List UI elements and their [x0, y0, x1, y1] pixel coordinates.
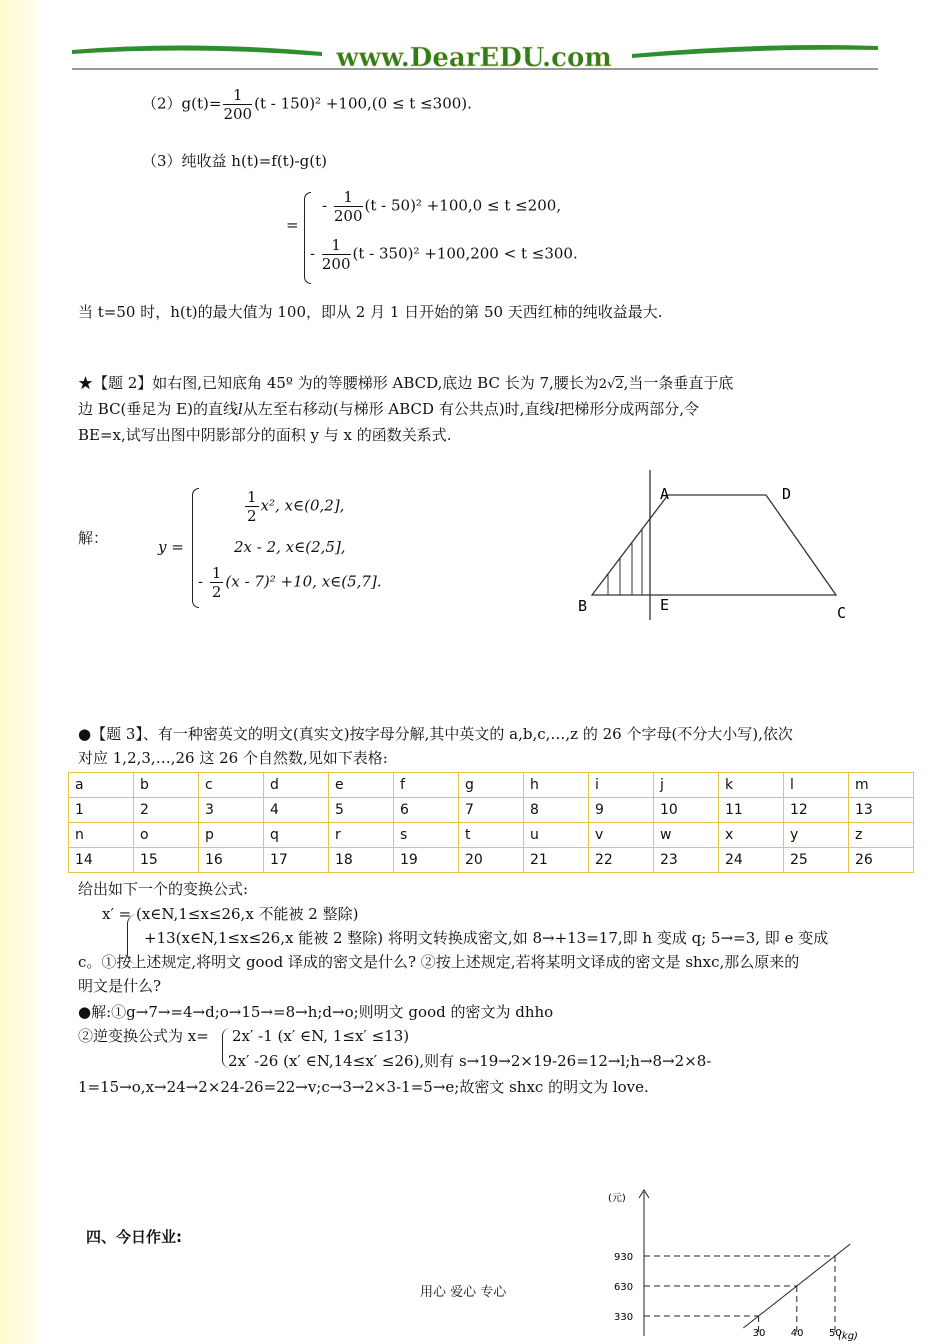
table-cell: 10: [654, 798, 719, 823]
solution2-label: 解：: [78, 529, 109, 547]
p2-line2-a: 边 BC(垂足为 E)的直线: [78, 400, 238, 418]
table-cell: o: [134, 823, 199, 848]
table-cell: p: [199, 823, 264, 848]
transform-line4: 明文是什么?: [78, 977, 162, 995]
table-cell: n: [69, 823, 134, 848]
frac-num: 1: [322, 236, 351, 255]
x-axis-label: (kg): [838, 1331, 858, 1342]
table-cell: g: [459, 773, 524, 798]
table-cell: 19: [394, 848, 459, 873]
table-row: [69, 823, 914, 848]
table-cell: e: [329, 773, 394, 798]
part3-case2: [310, 236, 578, 273]
y-tick-label: 630: [614, 1282, 634, 1293]
table-row: [69, 848, 914, 873]
c1-rest: x², x∈(0,2],: [260, 496, 345, 515]
part2-fraction: [223, 86, 252, 123]
solution3-line3: 1=15→o,x→24→2×24-26=22→v;c→3→2×3-1=5→e;故密文 shxc 的明文为 love.: [78, 1078, 649, 1096]
table-cell: 5: [329, 798, 394, 823]
table-cell: 26: [849, 848, 914, 873]
table-cell: 6: [394, 798, 459, 823]
solution3-line2: ②逆变换公式为 x=: [78, 1027, 209, 1045]
table-cell: 7: [459, 798, 524, 823]
table-cell: 15: [134, 848, 199, 873]
table-cell: 12: [784, 798, 849, 823]
solution3-case1: 2x′ -1 (x′ ∈N, 1≤x′ ≤13): [232, 1027, 410, 1045]
transform-line1: x′ = (x∈N,1≤x≤26,x 不能被 2 整除): [102, 905, 359, 923]
table-cell: 23: [654, 848, 719, 873]
table-cell: b: [134, 773, 199, 798]
table-cell: t: [459, 823, 524, 848]
letter-number-table: [68, 772, 914, 873]
frac-den: 2: [211, 583, 222, 601]
table-cell: r: [329, 823, 394, 848]
y-axis-label: (元): [608, 1193, 626, 1204]
table-cell: 24: [719, 848, 784, 873]
transform-line3: c。①按上述规定,将明文 good 译成的密文是什么? ②按上述规定,若将某明文译成的密文是 shxc,那么原来的: [78, 953, 800, 971]
part2-label: （2）: [142, 94, 182, 113]
table-cell: 13: [849, 798, 914, 823]
table-cell: 17: [264, 848, 329, 873]
table-cell: s: [394, 823, 459, 848]
table-cell: 4: [264, 798, 329, 823]
case1-rest: (t - 50)² +100,0 ≤ t ≤200,: [364, 196, 562, 215]
table-cell: 16: [199, 848, 264, 873]
c3-rest: (x - 7)² +10, x∈(5,7].: [225, 572, 382, 591]
solution2-case2: 2x - 2, x∈(2,5],: [234, 538, 346, 556]
table-cell: 14: [69, 848, 134, 873]
table-cell: h: [524, 773, 589, 798]
part3-equals: =: [286, 216, 299, 234]
header-banner: [72, 38, 880, 78]
table-cell: v: [589, 823, 654, 848]
solution2-lhs: y =: [158, 538, 184, 556]
part2-lhs: g(t)=: [181, 94, 222, 113]
table-cell: a: [69, 773, 134, 798]
label-A: A: [660, 485, 670, 503]
table-cell: 1: [69, 798, 134, 823]
trapezoid-figure: [570, 465, 860, 625]
case1-fraction: [334, 188, 363, 225]
table-cell: 11: [719, 798, 784, 823]
p2-text-b: ,当一条垂直于底: [623, 374, 734, 392]
table-cell: z: [849, 823, 914, 848]
frac-num: 1: [334, 188, 363, 207]
table-cell: u: [524, 823, 589, 848]
footer-motto: 用心 爱心 专心: [420, 1285, 507, 1300]
x-tick-label: 30: [752, 1328, 766, 1339]
problem3-line1: ●【题 3】、有一种密英文的明文(真实文)按字母分解,其中英文的 a,b,c,…,z 的 26 个字母(不分大小写),依次: [78, 725, 793, 743]
site-logo: www.DearEDU.com: [336, 43, 612, 73]
table-cell: 22: [589, 848, 654, 873]
table-cell: q: [264, 823, 329, 848]
part2-rest: (t - 150)² +100,(0 ≤ t ≤300).: [254, 94, 472, 113]
table-cell: m: [849, 773, 914, 798]
solution3-case2: 2x′ -26 (x′ ∈N,14≤x′ ≤26),则有 s→19→2×19-26=12→l;h→8→2×8-: [228, 1052, 712, 1070]
table-cell: x: [719, 823, 784, 848]
y-tick-label: 930: [614, 1252, 634, 1263]
case2-rest: (t - 350)² +100,200 < t ≤300.: [352, 244, 578, 263]
case1-sign: -: [322, 196, 328, 215]
sqrt-arg: 2: [615, 377, 624, 392]
price-chart: [600, 1184, 870, 1344]
part2-formula: [142, 86, 472, 123]
problem3-line2: 对应 1,2,3,…,26 这 26 个自然数,见如下表格:: [78, 749, 388, 767]
problem2-line1: [78, 372, 733, 396]
frac-den: 200: [321, 255, 351, 273]
label-E: E: [660, 596, 670, 614]
solution2-case3: [198, 564, 382, 601]
c3-fraction: [210, 564, 224, 601]
conclusion-1: 当 t=50 时，h(t)的最大值为 100，即从 2 月 1 日开始的第 50 天西红柿的纯收益最大.: [78, 303, 663, 321]
frac-den: 2: [247, 507, 257, 525]
frac-num: 1: [247, 488, 257, 506]
frac-num: 1: [223, 86, 252, 105]
table-cell: l: [784, 773, 849, 798]
p2-line2-b: 从左至右移动(与梯形 ABCD 有公共点)时,直线: [242, 400, 555, 418]
table-cell: j: [654, 773, 719, 798]
problem2-line2: [78, 398, 699, 420]
table-cell: 20: [459, 848, 524, 873]
solution3-line1: ●解:①g→7→=4→d;o→15→=8→h;d→o;则明文 good 的密文为 dhho: [78, 1003, 554, 1021]
problem2-line3: BE=x,试写出图中阴影部分的面积 y 与 x 的函数关系式.: [78, 426, 452, 444]
c1-fraction: [245, 488, 259, 525]
left-decor-band: [0, 0, 46, 1344]
table-cell: 18: [329, 848, 394, 873]
table-cell: 21: [524, 848, 589, 873]
table-cell: d: [264, 773, 329, 798]
sqrt-sign: √: [607, 377, 616, 392]
sqrt-coef: 2: [598, 377, 608, 392]
part3-case1: [322, 188, 561, 225]
homework-title: 四、今日作业:: [86, 1228, 182, 1246]
table-cell: c: [199, 773, 264, 798]
x-tick-label: 40: [790, 1328, 804, 1339]
x-tick-label: 50: [829, 1328, 842, 1339]
table-cell: 3: [199, 798, 264, 823]
table-cell: w: [654, 823, 719, 848]
table-cell: i: [589, 773, 654, 798]
p2-line2-c: 把梯形分成两部分,令: [559, 400, 700, 418]
transform-intro: 给出如下一个的变换公式:: [78, 880, 249, 898]
trapezoid-outline: [592, 495, 836, 595]
table-cell: 8: [524, 798, 589, 823]
right-swoosh: [632, 45, 878, 58]
table-cell: k: [719, 773, 784, 798]
table-row: [69, 773, 914, 798]
solution2-case1: [243, 488, 344, 525]
table-cell: f: [394, 773, 459, 798]
table-cell: 2: [134, 798, 199, 823]
label-D: D: [782, 485, 792, 503]
line-l: l: [237, 400, 243, 418]
label-B: B: [578, 597, 588, 615]
line-l: l: [554, 400, 560, 418]
table-cell: 9: [589, 798, 654, 823]
transform-line2: +13(x∈N,1≤x≤26,x 能被 2 整除) 将明文转换成密文,如 8→+13=17,即 h 变成 q; 5→=3, 即 e 变成: [144, 929, 829, 947]
y-tick-label: 330: [614, 1312, 634, 1323]
left-swoosh: [72, 45, 322, 56]
frac-num: 1: [211, 564, 222, 582]
c3-sign: -: [198, 572, 204, 591]
label-C: C: [837, 604, 847, 622]
table-row: [69, 798, 914, 823]
p2-text-a: ★【题 2】如右图,已知底角 45º 为的等腰梯形 ABCD,底边 BC 长为 7,腰长为: [78, 374, 599, 392]
frac-den: 200: [223, 105, 253, 123]
case2-sign: -: [310, 244, 316, 263]
table-cell: y: [784, 823, 849, 848]
frac-den: 200: [333, 207, 363, 225]
table-cell: 25: [784, 848, 849, 873]
case2-fraction: [322, 236, 351, 273]
part3-label: （3）纯收益 h(t)=f(t)-g(t): [142, 152, 327, 170]
